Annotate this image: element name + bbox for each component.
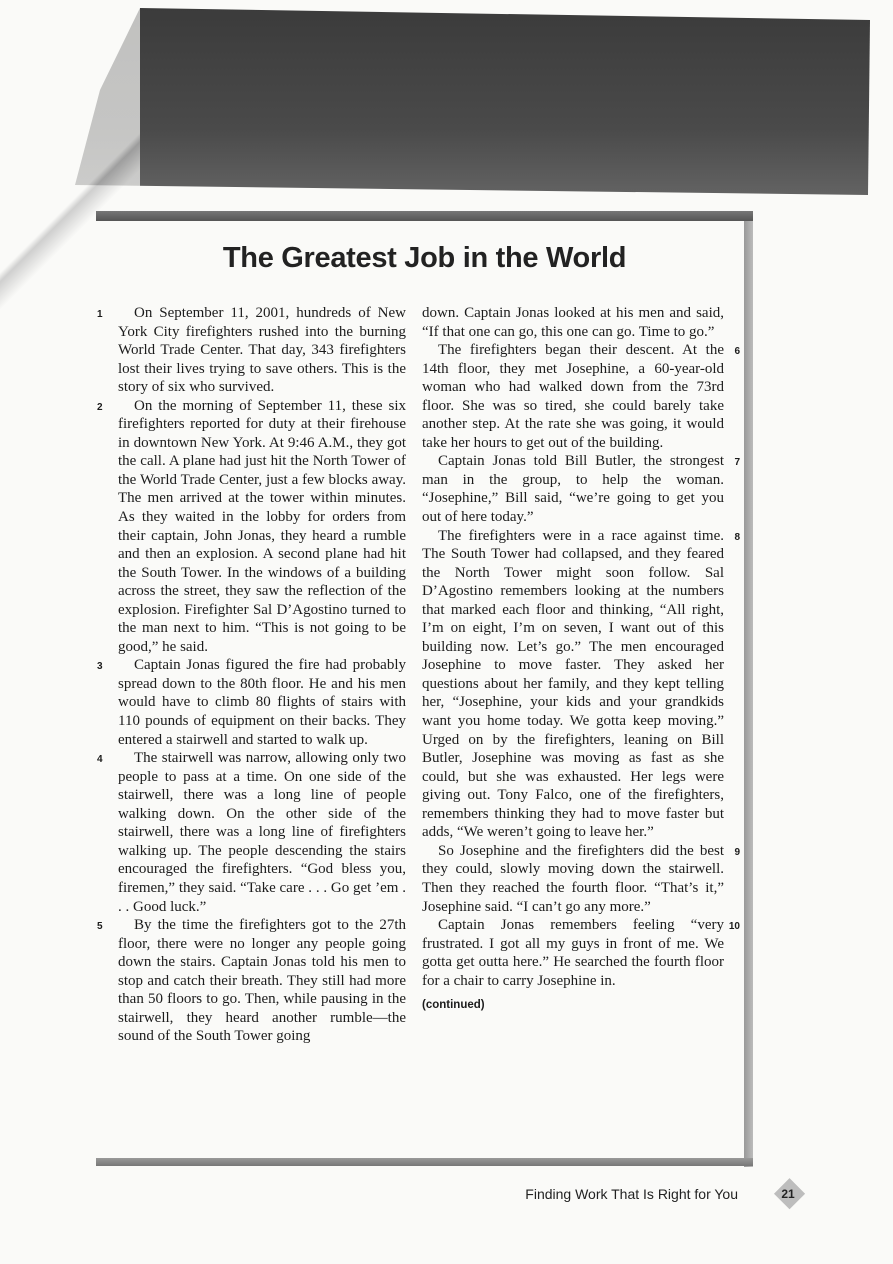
paragraph xyxy=(422,452,740,526)
paragraph-number: 6 xyxy=(734,346,740,358)
paragraph-text: down. Captain Jonas looked at his men and said, “If that one can go, this one can go. Time to go.” xyxy=(422,305,724,340)
left-column xyxy=(97,304,406,1046)
paragraph-number: 1 xyxy=(97,309,103,320)
continued-label: (continued) xyxy=(422,999,485,1012)
paragraph-number: 10 xyxy=(728,921,740,933)
right-rule xyxy=(744,221,753,1167)
right-column xyxy=(422,304,740,1015)
paragraph xyxy=(97,304,406,397)
paragraph-number: 9 xyxy=(734,846,740,858)
top-rule xyxy=(96,211,753,221)
paragraph xyxy=(422,916,740,990)
paragraph-number: 5 xyxy=(97,921,103,933)
paragraph-number: 4 xyxy=(97,754,103,766)
paragraph xyxy=(97,397,406,657)
page-number: 21 xyxy=(781,1187,795,1201)
bottom-rule xyxy=(96,1158,753,1166)
paragraph-text: By the time the firefighters got to the 27th floor, there were no longer any people going down the stairs. Captain Jonas told his men to stop and catch their breath. They still had more than 50 floors to go. Then, while pausing in the stairwell, they heard another rumble—the sound of the South Tower going xyxy=(118,917,406,1045)
paragraph xyxy=(97,656,406,749)
paragraph-text: On the morning of September 11, these six firefighters reported for duty at their firehouse in downtown New York. At 9:46 A.M., they got the call. A plane had just hit the North Tower of the World Trade Center, just a few blocks away. The men arrived at the tower within minutes. As they waited in the lobby for orders from their captain, John Jonas, they heard a rumble and then an explosion. A second plane had hit the South Tower. In the windows of a building across the street, they saw the reflection of the explosion. Firefighter Sal D’Agostino turned to the man next to him. “This is not going to be good,” he said. xyxy=(118,397,406,655)
paragraph xyxy=(97,749,406,916)
paragraph-number: 3 xyxy=(97,661,103,673)
paragraph xyxy=(422,527,740,842)
paragraph-text: So Josephine and the firefighters did the best they could, slowly moving down the stairwell. Then they reached the fourth floor. “That’s it,” Josephine said. “I can’t go any more.” xyxy=(422,842,724,915)
paragraph-text: Captain Jonas remembers feeling “very frustrated. I got all my guys in front of me. We gotta get outta here.” He searched the fourth floor for a chair to carry Josephine in. xyxy=(422,917,724,989)
page-number-badge xyxy=(773,1180,803,1210)
paragraph-text: The stairwell was narrow, allowing only two people to pass at a time. On one side of the stairwell, there was a long line of people walking down. On the other side of the stairwell, there was a long line of firefighters walking up. The people descending the stairs encouraged the firefighters. “God bless you, firemen,” they said. “Take care . . . Go get ’em . . . Good luck.” xyxy=(118,750,406,915)
paragraph-text: Captain Jonas told Bill Butler, the strongest man in the group, to help the woman. “Josephine,” Bill said, “we’re going to get you out of here today.” xyxy=(422,453,724,526)
paragraph xyxy=(422,842,740,916)
paragraph xyxy=(97,916,406,1046)
footer-section-title: Finding Work That Is Right for You xyxy=(525,1186,738,1202)
paragraph-number: 8 xyxy=(734,531,740,543)
paragraph-text: Captain Jonas figured the fire had probably spread down to the 80th floor. He and his men would have to climb 80 flights of stairs with 110 pounds of equipment on their backs. They entered a stairwell and started to walk up. xyxy=(118,657,406,748)
paragraph-text: The firefighters began their descent. At the 14th floor, they met Josephine, a 60-year-old woman who had walked down from the 73rd floor. She was so tired, she could barely take another step. At the rate she was going, it would take her hours to get out of the building. xyxy=(422,342,724,451)
paragraph-number: 7 xyxy=(734,457,740,469)
paragraph-text: The firefighters were in a race against time. The South Tower had collapsed, and they feared the North Tower might soon follow. Sal D’Agostino remembers looking at the numbers that marked each floor and thinking, “All right, I’m on eight, I’m on seven, I want out of this building now. Let’s go.” The men encouraged Josephine to move faster. They asked her questions about her family, and they kept telling her, “Josephine, your kids and your grandkids want you home today. We gotta keep moving.” Urged on by the firefighters, leaning on Bill Butler, Josephine was moving as fast as she could, but she was exhausted. Her legs were giving out. Tony Falco, one of the firefighters, remembers thinking they had to move faster but adds, “We weren’t going to leave her.” xyxy=(422,527,724,841)
paragraph-number: 2 xyxy=(97,401,103,413)
paragraph xyxy=(422,304,724,341)
scan-page-edge xyxy=(0,0,140,330)
article-title: The Greatest Job in the World xyxy=(222,242,627,274)
paragraph-text: On September 11, 2001, hundreds of New York City firefighters rushed into the burning World Trade Center. That day, 343 firefighters lost their lives trying to save others. This is the story of six who survived. xyxy=(118,305,406,396)
paragraph xyxy=(422,341,740,452)
